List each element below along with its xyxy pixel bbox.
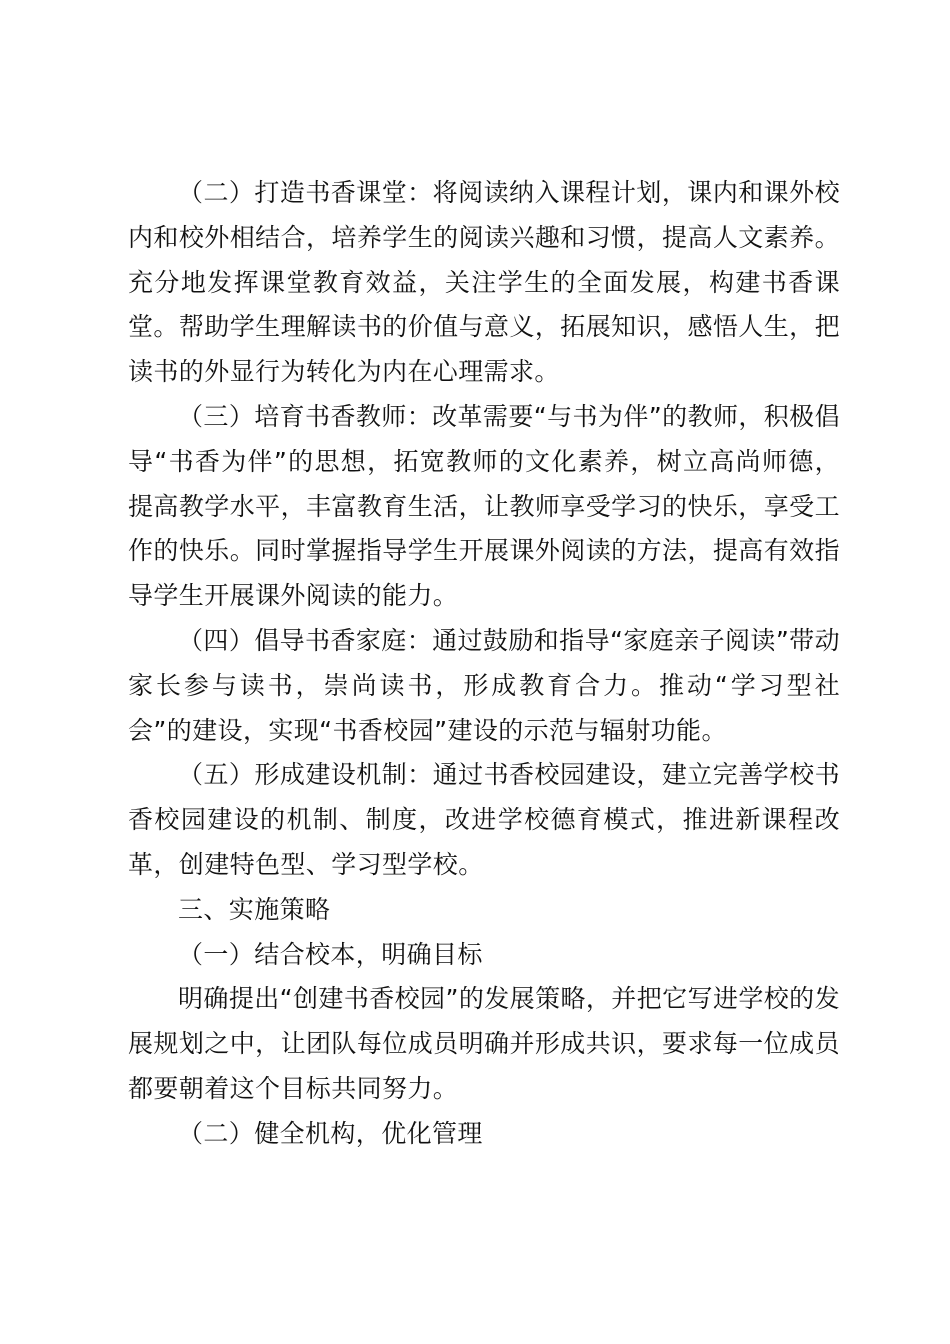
subheading-improve-organization-management: （二）健全机构，优化管理	[178, 1118, 483, 1148]
paragraph-cultivate-reading-teachers: （三）培育书香教师：改革需要“与书为伴”的教师，积极倡导“书香为伴”的思想，拓宽教师的文化素养，树立高尚师德，提高教学水平，丰富教育生活，让教师享受学习的快乐，享受工作的快乐。同时掌握指导学生开展课外阅读的方法，提高有效指导学生开展课外阅读的能力。	[128, 401, 840, 611]
paragraph-advocate-reading-families: （四）倡导书香家庭：通过鼓励和指导“家庭亲子阅读”带动家长参与读书，崇尚读书，形成教育合力。推动“学习型社会”的建设，实现“书香校园”建设的示范与辐射功能。	[128, 625, 840, 745]
paragraph-build-mechanism: （五）形成建设机制：通过书香校园建设，建立完善学校书香校园建设的机制、制度，改进学校德育模式，推进新课程改革，创建特色型、学习型学校。	[128, 760, 840, 879]
paragraph-development-strategy: 明确提出“创建书香校园”的发展策略，并把它写进学校的发展规划之中，让团队每位成员明确并形成共识，要求每一位成员都要朝着这个目标共同努力。	[128, 984, 840, 1103]
subheading-combine-school-clarify-goals: （一）结合校本，明确目标	[178, 939, 483, 969]
paragraph-cultivate-reading-classroom: （二）打造书香课堂：将阅读纳入课程计划，课内和课外校内和校外相结合，培养学生的阅读兴趣和习惯，提高人文素养。充分地发挥课堂教育效益，关注学生的全面发展，构建书香课堂。帮助学生理解读书的价值与意义，拓展知识，感悟人生，把读书的外显行为转化为内在心理需求。	[128, 178, 840, 387]
section-heading-implementation-strategy: 三、实施策略	[178, 894, 331, 924]
document-body	[128, 171, 840, 1157]
